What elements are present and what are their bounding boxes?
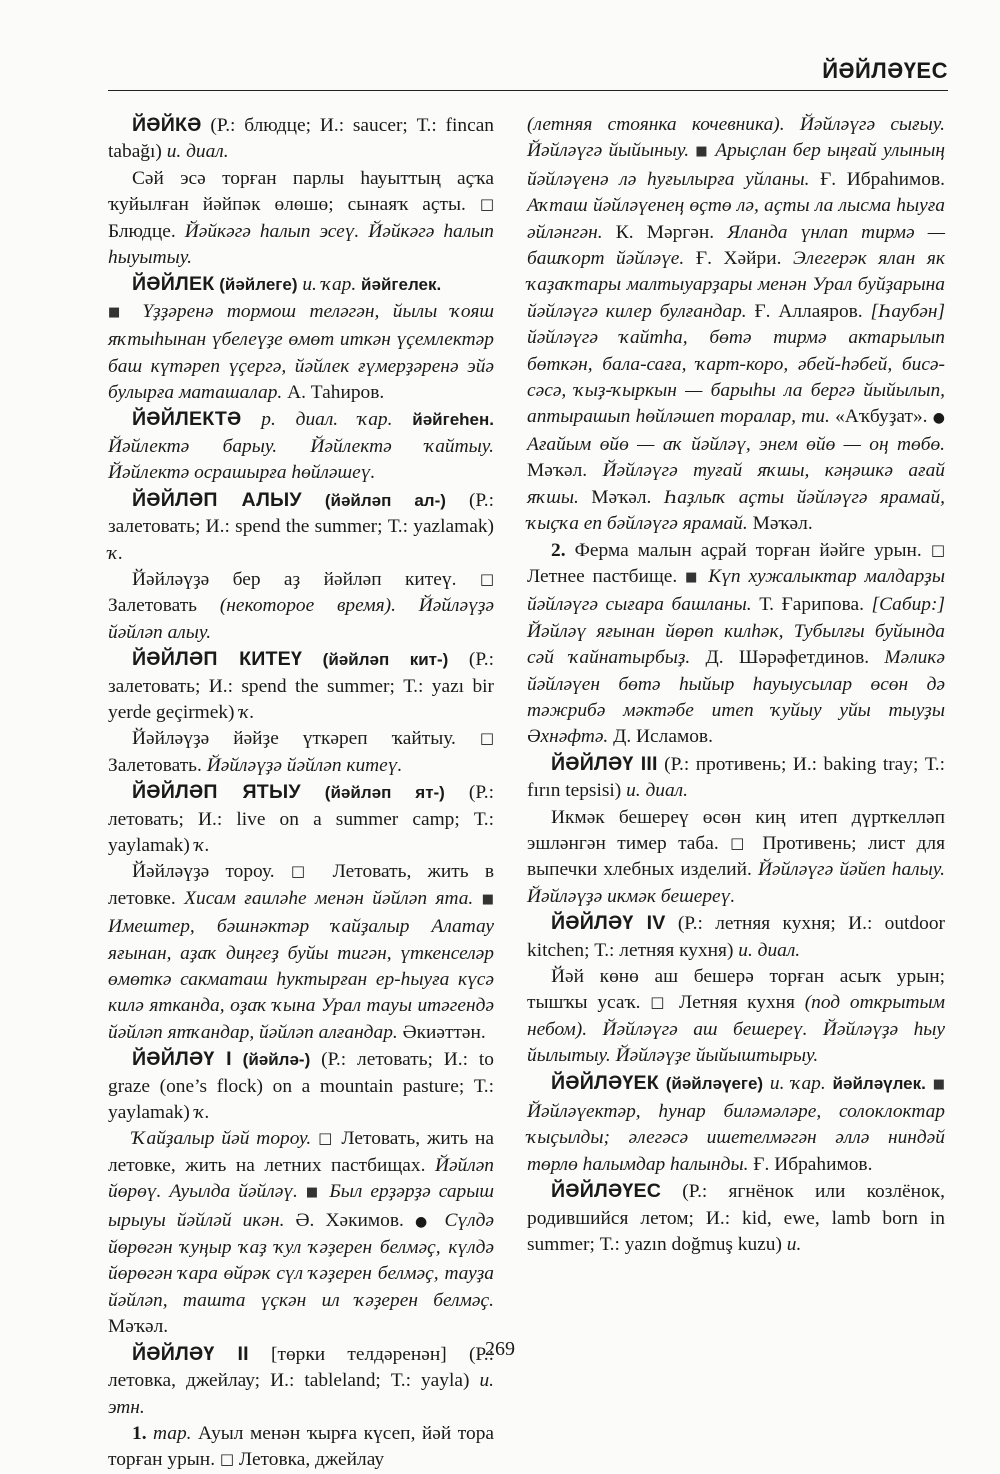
left-column — [108, 112, 494, 1474]
entry-yayleu-3 — [527, 751, 945, 805]
proverb: Ағайым өйө — аҡ йәйләү, энем өйө — оң төбө. — [527, 433, 945, 455]
author: Ғ. Ибраһимов. — [748, 1153, 873, 1175]
entry-yayleu-1 — [108, 1046, 494, 1126]
box-marker: □ — [290, 862, 317, 881]
translations: (Р.: блюдце; И.: saucer; Т.: fincan tabağı) — [108, 115, 494, 163]
headword: ЙӘЙЛӘП ЯТЫУ — [132, 781, 301, 804]
example: Мәликә йәйләүен бөтә һыйыр һауыусылар өсөн дә тәжрибә мәктәбе итеп ҡуйыу уйы тыуҙы Әхнәфтә. — [527, 647, 945, 748]
sense-2 — [527, 538, 945, 751]
example: Йәйләүгә сығыу. Йәйләүгә йыйыныу. — [527, 114, 945, 162]
cross-reference: йәйләүлек. — [832, 1073, 926, 1093]
box-marker: □ — [930, 540, 945, 559]
headword: ЙӘЙЛӘҮЕС — [551, 1180, 662, 1203]
headword: ЙӘЙЛЕК — [132, 273, 215, 296]
russian-equivalent: Залетовать — [108, 595, 220, 617]
sense-1 — [108, 1421, 494, 1474]
translations: (Р.: противень; И.: baking tray; Т.: fırın tepsisi) — [527, 753, 945, 802]
author: Мәҡәл. — [527, 460, 588, 482]
headword: ЙӘЙЛӘҮ III — [551, 752, 658, 775]
usage-note: (некоторое время). — [219, 595, 396, 617]
author: Мәҡәл. — [578, 486, 652, 508]
definition — [527, 805, 945, 911]
author: Мәҡәл. — [108, 1316, 169, 1338]
grammar-label: и. диал. — [166, 141, 229, 163]
square-marker: ■ — [481, 891, 494, 907]
usage-note: (летняя стоянка кочевника). — [527, 114, 785, 135]
grammar-form: (йәйлеге) — [219, 275, 298, 295]
grammar-form: (йәйләп кит-) — [322, 650, 449, 670]
example: Йәйләүгә йәйеп һалыу. Йәйләүҙә икмәк бешереү. — [527, 859, 945, 907]
example: Был ерҙәрҙә сарыш ырыуы йәйләй икән. — [108, 1181, 494, 1231]
translations: (Р.: летовать; И.: to graze (one’s flock) on a mountain pasture; Т.: yaylamak) — [108, 1049, 494, 1124]
square-marker: ■ — [932, 1076, 945, 1092]
sense-number: 1. — [132, 1422, 147, 1444]
citation — [108, 299, 494, 407]
example: [Сабир:] Йәйләү яғынан йөрөп килһәк, Тубылғы буйында сәй ҡайнатырбыҙ. — [527, 594, 945, 669]
definition — [108, 726, 494, 779]
grammar-label: и. диал. — [626, 780, 688, 802]
box-marker: □ — [479, 729, 494, 748]
example: Үҙҙәренә тормош теләгән, йылы ҡояш яҡтыһынан үбелеүҙе өмөт иткән үҫемлектәр баш күтәреп үҫергә, йәйлек ғүмерҙәренә эйә булырға маташалар. — [108, 300, 494, 404]
definition-text: Йәйләүҙә бер аҙ йәйләп китеү. — [132, 568, 480, 590]
grammar-label: тар. — [146, 1422, 192, 1444]
headword: ЙӘЙЛӘҮ IV — [551, 912, 666, 935]
headword: ЙӘЙЛӘҮЕК — [551, 1071, 659, 1094]
translations: (Р.: ягнёнок или козлёнок, родившийся летом; И.: kid, ewe, lamb born in summer; Т.: yazın doğmuş kuzu) — [527, 1181, 945, 1256]
grammar-label: и. этн. — [108, 1370, 494, 1418]
headword: ЙӘЙЛӘП АЛЫУ — [132, 488, 302, 511]
translations: (Р.: летняя кухня; И.: outdoor kitchen; Т.: летняя кухня) — [527, 913, 945, 961]
russian-equivalent: Летняя кухня — [669, 992, 805, 1014]
example: Йәйкәгә һалып эсеү. Йәйкәгә һалып һыуытыу. — [108, 220, 494, 269]
grammar-label: и. диал. — [738, 939, 801, 961]
proverb: Һаҙлыҡ аҫты йәйләүгә ярамай, ҡыҫҡа еп бәйләүгә ярамай. — [527, 486, 945, 535]
proverb: Сүлдә йөрөгән ҡуңыр ҡаҙ ҡул ҡәҙерен белмәҫ, күлдә йөрөгән ҡара өйрәк сүл ҡәҙерен белмәҫ, тауҙа йәйләп, ташта үҫкән ил ҡәҙерен белмәҫ. — [108, 1209, 494, 1311]
example: Йәйләүҙә йәйләп китеү. — [206, 754, 403, 776]
entry-yayleu-4 — [527, 910, 945, 964]
box-marker: □ — [730, 833, 751, 852]
proverb: Йәйләүгә туғай яҡшы, кәңәшкә ағай яҡшы. — [527, 460, 945, 508]
headword: ЙӘЙЛӘҮ II — [132, 1342, 249, 1365]
definition-text: Сәй эсә торған парлы һауыттың аҫҡа ҡуйылған йәйпәк өлөшө; сынаяҡ аҫты. — [108, 167, 494, 216]
cross-reference: йәйгеһен. — [412, 410, 494, 430]
example: Күп хужалыктар малдарҙы йәйләүгә сығара башланы. — [527, 565, 945, 616]
grammar-form: (йәйләп ят-) — [324, 783, 445, 803]
example: Йәйләүектәр, һунар биләмәләре, солоклоктар ҡыҫылды; әлегәсә ишетелмәгән әллә ниндәй төрлө һалымдар һалынды. — [527, 1101, 945, 1175]
author: Әкиәттән. — [397, 1021, 486, 1043]
definition — [108, 1126, 494, 1340]
russian-equivalent: Летнее пастбище. — [527, 565, 686, 587]
author: Мәҡәл. — [747, 513, 813, 535]
definition-text: Ҡайҙалыр йәй тороу. — [132, 1128, 319, 1150]
russian-equivalent: Летовка, джейлау — [234, 1449, 385, 1471]
page-number: 269 — [485, 1338, 515, 1360]
translations: (Р.: летовать; И.: live on a summer camp; Т.: yaylamak) — [108, 782, 494, 856]
headword: ЙӘЙЛЕКТӘ — [132, 408, 242, 431]
russian-equivalent: Залетовать. — [108, 754, 207, 776]
usage-note: (под открытым небом). — [527, 992, 945, 1040]
entry-yayka — [108, 112, 494, 166]
page-header — [108, 52, 948, 91]
author: К. Мәргән. — [602, 221, 715, 243]
grammar-label: р. диал. ҡар. — [241, 409, 413, 431]
example: Яланда үнлап тирмә — башҡорт йәйләүе. — [527, 221, 945, 270]
sense-number: 2. — [551, 539, 566, 561]
translations: (Р.: залетовать; И.: spend the summer; Т.: yazı bir yerde geçirmek) — [108, 649, 494, 723]
author: Ғ. Аллаяров. — [746, 300, 863, 322]
definition — [108, 166, 494, 272]
translations: [төрки телдәренән] (Р.: летовка, джейлау; И.: tableland; Т.: yayla) — [108, 1343, 494, 1392]
grammar-form: (йәйлә-) — [242, 1050, 311, 1070]
definition — [527, 964, 945, 1070]
example: Йәйләүҙә йәйләп алыу. — [108, 595, 494, 643]
grammar-label: ҡ. — [108, 542, 124, 564]
sense-1-continued — [527, 112, 945, 538]
grammar-form: (йәйләп ал-) — [324, 490, 446, 510]
grammar-label: и. — [786, 1234, 802, 1256]
box-marker: □ — [219, 1450, 235, 1469]
author: «Аҡбуҙат». — [829, 406, 933, 428]
russian-equivalent: Противень; лист для выпечки хлебных изделий. — [527, 832, 945, 881]
grammar-label: и. ҡар. — [297, 274, 362, 296]
definition — [108, 567, 494, 646]
author: Ә. Хәкимов. — [284, 1209, 415, 1231]
example: [Һаубән] йәйләүгә ҡайтһа, бөтә тирмә актарылып бөткән, бала-сағa, ҡарт-коро, әбей-һәбей, бисә-сәсә, ҡыҙ-ҡыркын — барыһы ла бергә йыйылып, аптырашып һөйләшеп торалар, ти. — [527, 300, 946, 428]
entry-yaylek — [108, 271, 494, 298]
russian-equivalent: Блюдце. — [108, 220, 185, 242]
definition-text: Ауыл менән ҡырға күсеп, йәй тора торған урын. — [108, 1422, 494, 1471]
entry-yaylep-kiteu — [108, 646, 494, 726]
square-marker: ■ — [695, 144, 709, 160]
grammar-label: ҡ. — [194, 834, 210, 856]
grammar-label: и. ҡар. — [763, 1072, 833, 1094]
author: Т. Ғарипова. — [751, 594, 864, 616]
square-marker: ■ — [108, 304, 129, 320]
author: А. Таһиров. — [282, 382, 385, 404]
russian-equivalent: Летовать, жить в летовке. — [108, 861, 494, 909]
entry-yayleuek — [527, 1070, 945, 1179]
russian-equivalent: Летовать, жить на летовке, жить на летних пастбищах. — [108, 1128, 494, 1176]
square-marker: ■ — [305, 1185, 322, 1201]
cross-reference: йәйгелек. — [361, 275, 442, 295]
bullet-marker: ● — [414, 1213, 434, 1230]
box-marker: □ — [650, 993, 670, 1012]
right-column — [527, 112, 945, 1258]
definition-text: Йәй көнө аш бешерә торған асыҡ урын; тышҡы усаҡ. — [527, 966, 945, 1014]
entry-yaylekte — [108, 406, 494, 486]
author: Д. Шәрәфетдинов. — [690, 647, 870, 669]
running-head: ЙӘЙЛӘҮЕС — [822, 58, 948, 83]
bullet-marker: ● — [932, 410, 945, 427]
box-marker: □ — [479, 195, 494, 214]
definition-text: Йәйләүҙә тороу. — [132, 861, 291, 883]
definition-text: Ферма малын аҫрай торған йәйге урын. — [565, 539, 931, 561]
square-marker: ■ — [685, 569, 701, 585]
headword: ЙӘЙЛӘҮ I — [132, 1048, 232, 1071]
translations: (Р.: залетовать; И.: spend the summer; Т.: yazlamak) — [108, 489, 495, 538]
entry-yaylep-alyu — [108, 487, 494, 567]
grammar-label: ҡ. — [239, 701, 255, 723]
grammar-label: ҡ. — [194, 1102, 210, 1124]
definition — [108, 859, 494, 1046]
author: Ғ. Хәйри. — [684, 248, 782, 270]
example: Имештер, бәшнәктәр ҡайҙалыр Алатау яғынан, аҙаҡ диңгеҙ буйы тигән, үткенселәр өмөткә сакматаш һуктырған ер-һыуға күсә килә ятканда, оҙаҡ ҡына Урал тауы итәгендә йәйләп ятҡандар, йәйләп алғандар. — [108, 916, 494, 1043]
example: Йәйләүгә аш бешереү. Йәйләүҙә һыу йылытыу. Йәйләүҙе йыйыштырыу. — [527, 1018, 945, 1067]
example: Элегерәк ялан як ҡаҙаҡтары малтыуарҙары менән Урал буйҙарына йәйләүгә килер булғандар. — [527, 248, 945, 322]
example: Аҡташ йәйләүенең өҫтө лә, аҫты ла лысма һыуға әйләнгән. — [527, 195, 945, 243]
box-marker: □ — [479, 569, 494, 588]
grammar-form: (йәйләүеге) — [665, 1073, 764, 1093]
example: Йәйләп йөрөү. Ауылда йәйләү. — [108, 1154, 494, 1203]
author: Ғ. Ибраһимов. — [809, 168, 945, 190]
example: Арыҫлан бер ыңғай улының йәйләүенә лә һуғылырға уйланы. — [527, 140, 945, 190]
entry-yayleues — [527, 1178, 945, 1258]
box-marker: □ — [318, 1129, 335, 1148]
entry-yaylep-yatyu — [108, 779, 494, 859]
example: Хисам ғаиләһе менән йәйләп ята. — [184, 887, 482, 909]
example: Йәйлектә барыу. Йәйлектә ҡайтыу. Йәйлектә осрашырға һөйләшеү. — [108, 435, 494, 484]
definition-text: Йәйләүҙә йәйҙе үткәреп ҡайтыу. — [132, 728, 480, 750]
headword: ЙӘЙЛӘП КИТЕҮ — [132, 648, 303, 671]
author: Д. Исламов. — [608, 726, 713, 748]
headword: ЙӘЙКӘ — [132, 114, 202, 136]
definition-text: Икмәк бешереү өсөн киң итеп дүрткелләп эшләнгән тимер таба. — [527, 806, 945, 854]
